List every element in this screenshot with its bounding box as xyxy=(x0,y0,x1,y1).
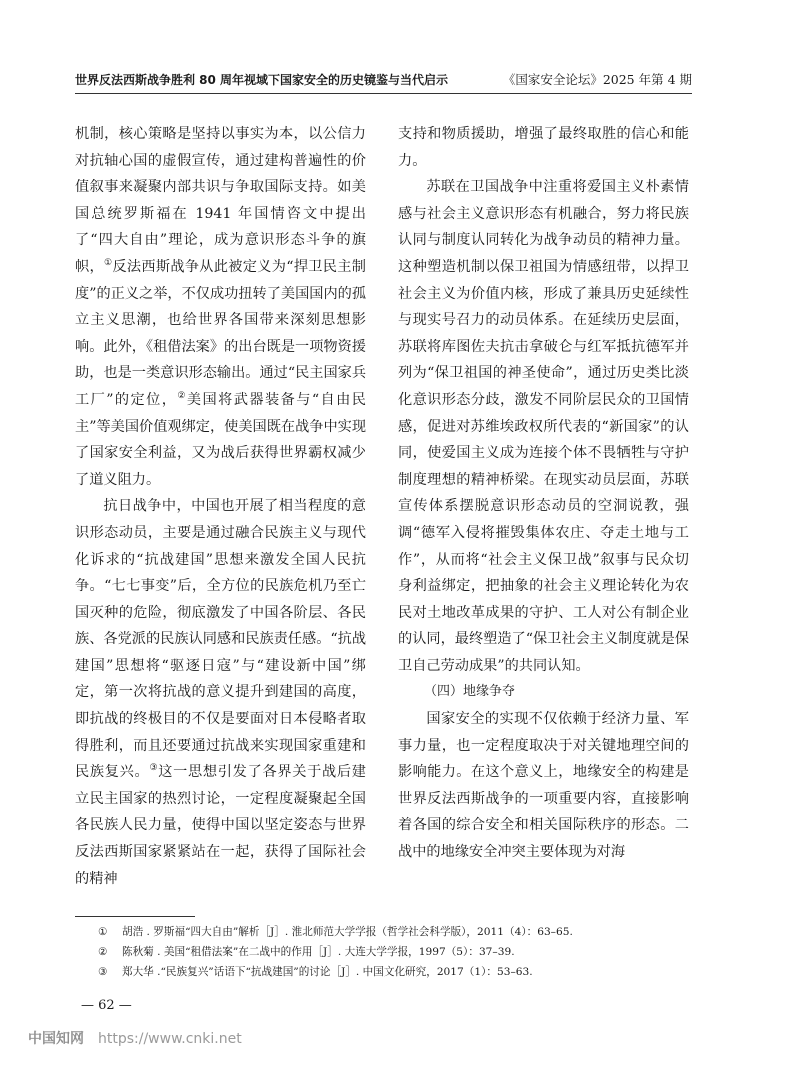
right-paragraph-2: 苏联在卫国战争中注重将爱国主义朴素情感与社会主义意识形态有机融合，努力将民族认同与制度认同转化为战争动员的精神力量。这种塑造机制以保卫祖国为情感纽带，以捍卫社会主义为价值内核，形成了兼具历史延续性与现实号召力的动员体系。在延续历史层面，苏联将库图佐夫抗击拿破仑与红军抵抗德军并列为“保卫祖国的神圣使命”，通过历史类比淡化意识形态分歧，激发不同阶层民众的卫国情感，促进对苏维埃政权所代表的“新国家”的认同，使爱国主义成为连接个体不畏牺牲与守护制度理想的精神桥梁。在现实动员层面，苏联宣传体系摆脱意识形态动员的空洞说教，强调“德军入侵将摧毁集体农庄、夺走土地与工作”，从而将“社会主义保卫战”叙事与民众切身利益绑定，把抽象的社会主义理论转化为农民对土地改革成果的守护、工人对公有制企业的认同，最终塑造了“保卫社会主义制度就是保卫自己劳动成果”的共同认知。 xyxy=(398,179,689,674)
footnote-ref-2[interactable]: ② xyxy=(177,390,187,401)
left-p1-text-a: 机制，核心策略是坚持以事实为本，以公信力对抗轴心国的虚假宣传，通过建构普遍性的价值叙事来凝聚内部共识与争取国际支持。如美国总统罗斯福在 1941 年国情咨文中提出了“四大自由”理论，成为意识形态斗争的旗帜， xyxy=(75,126,366,275)
cnki-url[interactable]: https://www.cnki.net xyxy=(98,1031,242,1047)
footnote-3-mark: ③ xyxy=(98,966,108,978)
right-paragraph-3: 国家安全的实现不仅依赖于经济力量、军事力量，也一定程度取决于对关键地理空间的影响能力。在这个意义上，地缘安全的构建是世界反法西斯战争的一项重要内容，直接影响着各国的综合安全和相关国际秩序的形态。二战中的地缘安全冲突主要体现为对海 xyxy=(398,711,689,861)
header-rule xyxy=(75,93,692,94)
footnote-ref-3[interactable]: ③ xyxy=(149,763,159,774)
left-paragraph-1 xyxy=(75,121,366,493)
cnki-logo: 中国知网 xyxy=(28,1031,84,1047)
left-p2-text-a: 抗日战争中，中国也开展了相当程度的意识形态动员，主要是通过融合民族主义与现代化诉求的“抗战建国”思想来激发全国人民抗争。“七七事变”后，全方位的民族危机乃至亡国灭种的危险，彻底激发了中国各阶层、各民族、各党派的民族认同感和民族责任感。“抗战建国”思想将“驱逐日寇”与“建设新中国”绑定，第一次将抗战的意义提升到建国的高度，即抗战的终极目的不仅是要面对日本侵略者取得胜利，而且还要通过抗战来实现国家重建和民族复兴。 xyxy=(75,498,366,781)
left-column xyxy=(75,121,366,896)
right-column xyxy=(398,121,689,896)
running-header-journal: 《国家安全论坛》2025 年第 4 期 xyxy=(502,72,692,87)
footnote-ref-1[interactable]: ① xyxy=(103,257,113,268)
page-number: — 62 — xyxy=(81,998,132,1013)
left-p2-text-b: 这一思想引发了各界关于战后建立民主国家的热烈讨论，一定程度凝聚起全国各民族人民力量，使得中国以坚定姿态与世界反法西斯国家紧紧站在一起，获得了国际社会的精神 xyxy=(75,764,366,887)
footnote-1-text: 胡浩 . 罗斯福“四大自由”解析［J］. 淮北师范大学学报（哲学社会科学版），2011（4）：63–65. xyxy=(122,926,573,938)
left-p1-text-b: 反法西斯战争从此被定义为“捍卫民主制度”的正义之举，不仅成功扭转了美国国内的孤立主义思潮，也给世界各国带来深刻思想影响。此外，《租借法案》的出台既是一项物资援助，也是一类意识形态输出。通过“民主国家兵工厂”的定位， xyxy=(75,258,366,408)
left-paragraph-2 xyxy=(75,493,366,892)
left-p1-text-c: 美国将武器装备与“自由民主”等美国价值观绑定，使美国既在战争中实现了国家安全利益，又为战后获得世界霸权减少了道义阻力。 xyxy=(75,391,366,488)
running-header xyxy=(75,72,692,88)
right-paragraph-1: 支持和物质援助，增强了最终取胜的信心和能力。 xyxy=(398,126,689,169)
footnote-3-text: 郑大华 .“民族复兴”话语下“抗战建国”的讨论［J］. 中国文化研究，2017（1）：53–63. xyxy=(122,966,533,978)
footnote-2-text: 陈秋菊 . 美国“租借法案”在二战中的作用［J］. 大连大学学报，1997（5）：37–39. xyxy=(122,946,515,958)
footnote-1-mark: ① xyxy=(98,926,108,938)
footnotes xyxy=(98,922,693,982)
source-watermark xyxy=(28,1028,242,1048)
section-heading: （四）地缘争夺 xyxy=(424,684,516,700)
footnote-2-mark: ② xyxy=(98,946,108,958)
footnote-3 xyxy=(98,962,693,982)
footnote-1 xyxy=(98,922,693,942)
footnote-rule xyxy=(75,916,195,917)
footnote-2 xyxy=(98,942,693,962)
running-header-title: 世界反法西斯战争胜利 80 周年视域下国家安全的历史镜鉴与当代启示 xyxy=(75,73,449,87)
